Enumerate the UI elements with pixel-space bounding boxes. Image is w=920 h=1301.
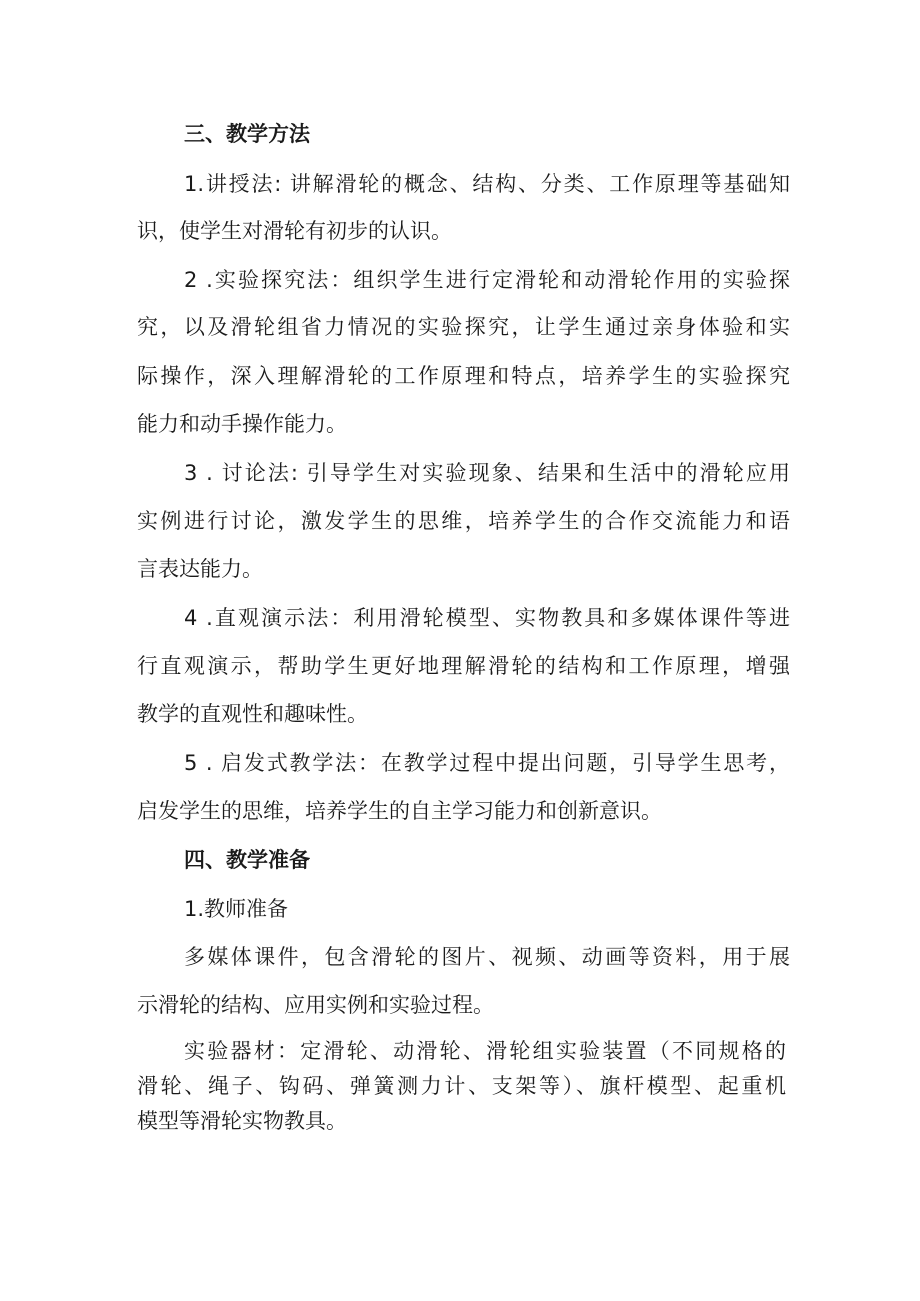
paragraph-line: 5 . 启发式教学法：在教学过程中提出问题，引导学生思考，: [184, 751, 790, 775]
paragraph-line: 滑轮、绳子、钩码、弹簧测力计、支架等）、旗杆模型、起重机: [137, 1074, 786, 1098]
paragraph-line: 行直观演示，帮助学生更好地理解滑轮的结构和工作原理，增强: [137, 654, 790, 678]
paragraph-line: 示滑轮的结构、应用实例和实验过程。: [137, 993, 494, 1017]
paragraph-line: 启发学生的思维，培养学生的自主学习能力和创新意识。: [137, 799, 662, 823]
section-heading-teaching-methods: 三、教学方法: [184, 122, 310, 146]
paragraph-line: 言表达能力。: [137, 557, 263, 581]
paragraph-line: 3 . 讨论法: 引导学生对实验现象、结果和生活中的滑轮应用: [184, 461, 790, 485]
paragraph-line: 识，使学生对滑轮有初步的认识。: [137, 219, 452, 243]
paragraph-line: 多媒体课件，包含滑轮的图片、视频、动画等资料，用于展: [184, 945, 790, 969]
paragraph-line: 际操作，深入理解滑轮的工作原理和特点，培养学生的实验探究: [137, 364, 790, 388]
paragraph-line: 1.讲授法: 讲解滑轮的概念、结构、分类、工作原理等基础知: [184, 172, 790, 196]
paragraph-line: 能力和动手操作能力。: [137, 412, 347, 436]
paragraph-line: 实例进行讨论，激发学生的思维，培养学生的合作交流能力和语: [137, 509, 790, 533]
paragraph-line: 究，以及滑轮组省力情况的实验探究，让学生通过亲身体验和实: [137, 315, 790, 339]
paragraph-line: 2 .实验探究法：组织学生进行定滑轮和动滑轮作用的实验探: [184, 268, 790, 292]
paragraph-line: 实验器材：定滑轮、动滑轮、滑轮组实验装置（不同规格的: [184, 1039, 786, 1063]
paragraph-line: 教学的直观性和趣味性。: [137, 702, 368, 726]
section-heading-teaching-preparation: 四、教学准备: [184, 848, 310, 872]
subheading-teacher-preparation: 1.教师准备: [184, 897, 289, 921]
paragraph-line: 4 .直观演示法：利用滑轮模型、实物教具和多媒体课件等进: [184, 606, 790, 630]
paragraph-line: 模型等滑轮实物教具。: [137, 1109, 347, 1133]
